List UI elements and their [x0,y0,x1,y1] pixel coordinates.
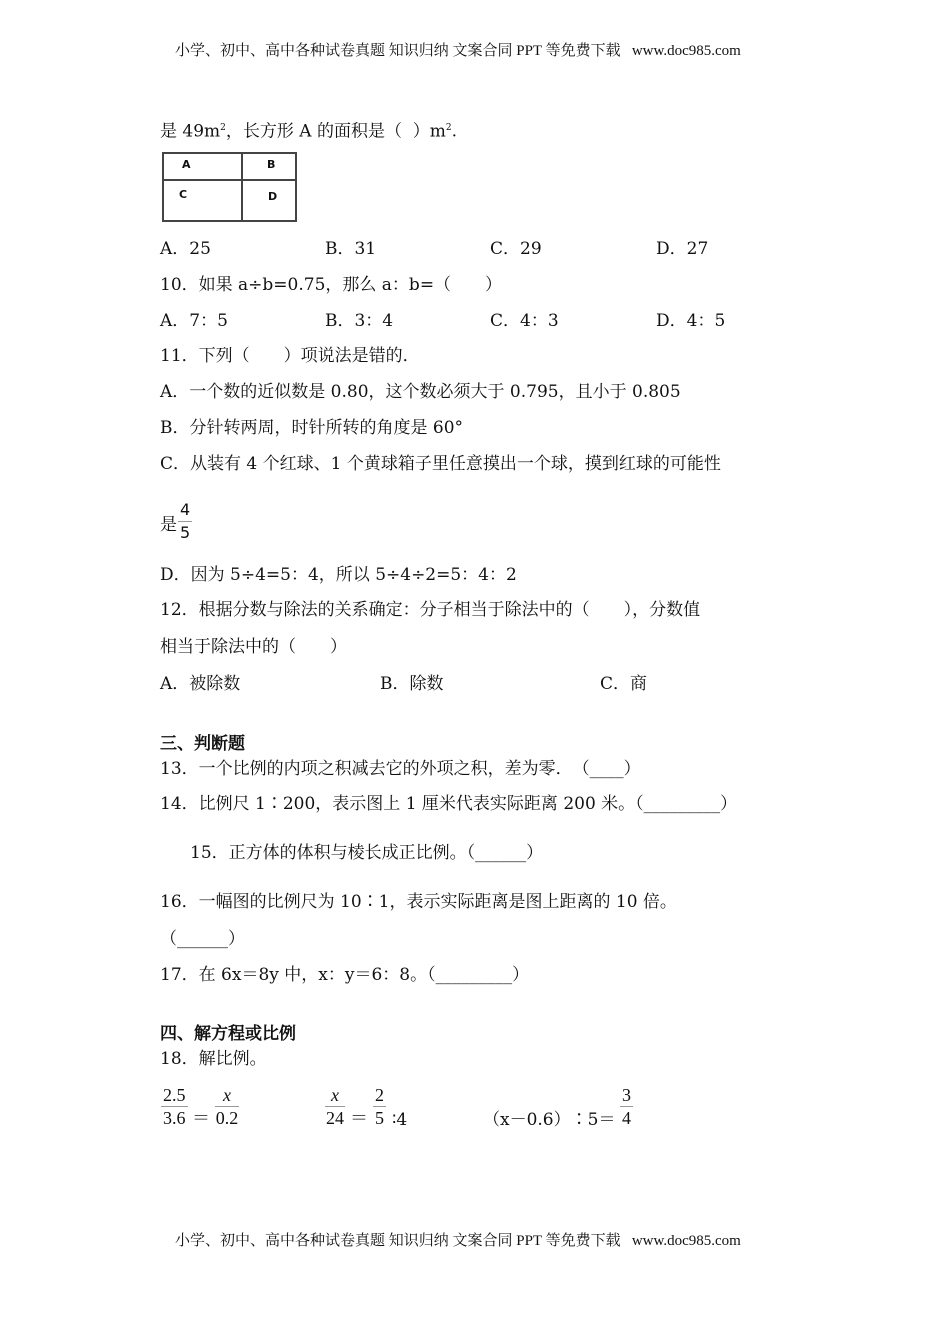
q11-option-c: C．从装有 4 个红球、1 个黄球箱子里任意摸出一个球，摸到红球的可能性 [160,454,721,474]
q14: 14．比例尺 1∶200，表示图上 1 厘米代表实际距离 200 米。（_________） [160,794,738,814]
q10-text: 10．如果 a÷b=0.75，那么 a：b=（ ） [160,275,503,295]
rectangle-diagram [162,152,297,222]
eq2-frac-right [373,1084,386,1129]
eq2-equals: ＝ [350,1108,368,1129]
q10-option-b: B．3：4 [325,311,394,331]
eq2-frac-left [325,1084,345,1129]
q17: 17．在 6x＝8y 中，x：y＝6：8。（_________） [160,965,530,985]
denominator: 3.6 [163,1108,186,1128]
q12-text: 12．根据分数与除法的关系确定：分子相当于除法中的（ ），分数值 [160,600,701,620]
numerator: x [325,1084,345,1107]
eq3-head: （x－0.6）∶5＝ [483,1110,616,1130]
q18: 18．解比例。 [160,1049,267,1069]
cell-a: A [182,158,191,171]
numerator: 3 [622,1085,631,1105]
cell-c: C [179,188,188,201]
page-footer: 小学、初中、高中各种试卷真题 知识归纳 文案合同 PPT 等免费下载 www.doc985.com [175,1233,741,1249]
cell-b: B [267,158,276,171]
numerator: 2.5 [163,1085,186,1105]
q11-option-b: B．分针转两周，时针所转的角度是 60° [160,418,464,438]
q11-option-a: A．一个数的近似数是 0.80，这个数必须大于 0.795，且小于 0.805 [160,382,681,402]
q11-option-d: D．因为 5÷4=5：4，所以 5÷4÷2=5：4：2 [160,565,517,585]
q12-option-c: C．商 [600,674,648,694]
denominator: 24 [326,1108,344,1128]
fraction-4-5 [178,499,192,544]
eq3-frac [620,1084,633,1129]
numerator: x [215,1084,239,1107]
q11-text: 11．下列（ ）项说法是错的． [160,346,420,366]
q9-text-a: 是 49m [160,121,221,142]
q9-option-c: C．29 [490,239,542,259]
sup: 2 [220,123,226,133]
q9-option-b: B．31 [325,239,377,259]
denominator: 0.2 [215,1108,239,1128]
q10-option-a: A．7：5 [160,311,228,331]
eq1-equals: ＝ [192,1108,210,1129]
q12-text-cont: 相当于除法中的（ ） [160,637,347,657]
q16: 16．一幅图的比例尺为 10∶1，表示实际距离是图上距离的 10 倍。 [160,892,677,912]
q16-blank: （______） [160,929,245,949]
q9-text-b: ，长方形 A 的面积是（ ）m [225,121,446,142]
q9-text-c: . [451,121,458,142]
q13: 13．一个比例的内项之积减去它的外项之积，差为零． （____） [160,759,641,779]
page-header: 小学、初中、高中各种试卷真题 知识归纳 文案合同 PPT 等免费下载 www.doc985.com [175,43,741,59]
denominator: 5 [375,1108,384,1128]
eq2-tail: ∶4 [392,1110,408,1130]
q9-text [160,117,457,143]
section-3-title: 三、判断题 [160,734,245,754]
denominator: 5 [180,523,191,542]
q12-option-b: B．除数 [380,674,444,694]
cell-d: D [268,190,278,203]
eq1-frac-right [215,1084,239,1129]
q12-option-a: A．被除数 [160,674,241,694]
eq1-frac-left [161,1084,188,1129]
q11-option-c-cont: 是 [160,515,177,535]
numerator: 4 [178,499,192,522]
denominator: 4 [622,1108,631,1128]
q10-option-d: D．4：5 [656,311,726,331]
section-4-title: 四、解方程或比例 [160,1024,296,1044]
numerator: 2 [375,1085,384,1105]
q10-option-c: C．4：3 [490,311,559,331]
sup: 2 [445,123,452,133]
q15: 15．正方体的体积与棱长成正比例。（______） [190,843,544,863]
q9-option-d: D．27 [656,239,709,259]
q9-option-a: A．25 [160,239,211,259]
